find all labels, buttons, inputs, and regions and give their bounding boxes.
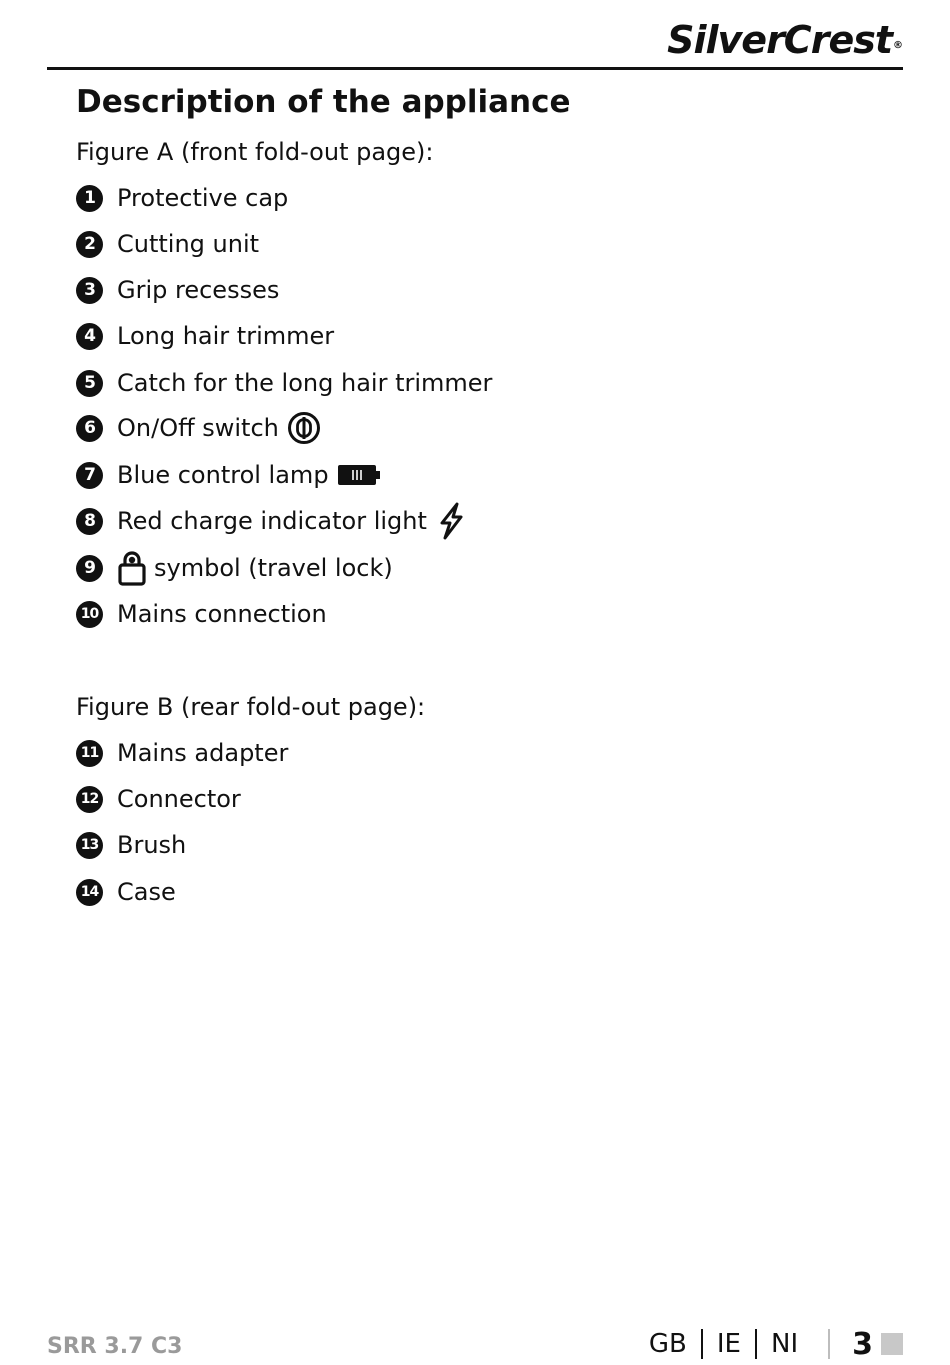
list-item bbox=[76, 273, 279, 307]
divider bbox=[701, 1329, 703, 1359]
list-item bbox=[76, 782, 241, 816]
item-label: Brush bbox=[117, 831, 187, 859]
list-item bbox=[76, 366, 492, 400]
item-number: 9 bbox=[76, 555, 103, 582]
figure-a-label: Figure A (front fold-out page): bbox=[76, 138, 434, 166]
item-number: 10 bbox=[76, 601, 103, 628]
item-label: Mains connection bbox=[117, 600, 327, 628]
power-icon bbox=[287, 411, 321, 445]
list-item bbox=[76, 458, 381, 492]
registered-mark: ® bbox=[893, 40, 902, 51]
list-item bbox=[76, 181, 288, 215]
page-number: 3 bbox=[852, 1326, 873, 1362]
list-item bbox=[76, 504, 467, 538]
item-number: 7 bbox=[76, 462, 103, 489]
item-number: 2 bbox=[76, 231, 103, 258]
brand-logo bbox=[667, 14, 902, 66]
divider bbox=[828, 1329, 830, 1359]
item-label: Protective cap bbox=[117, 184, 289, 212]
page-title: Description of the appliance bbox=[76, 84, 571, 120]
item-number: 3 bbox=[76, 277, 103, 304]
list-item bbox=[76, 551, 393, 585]
list-item bbox=[76, 828, 186, 862]
item-number: 1 bbox=[76, 185, 103, 212]
item-number: 12 bbox=[76, 786, 103, 813]
item-number: 6 bbox=[76, 415, 103, 442]
list-item bbox=[76, 875, 176, 909]
list-item bbox=[76, 736, 288, 770]
page-marker bbox=[881, 1333, 903, 1355]
country-code: IE bbox=[716, 1329, 741, 1359]
item-label: Blue control lamp bbox=[117, 461, 329, 489]
item-label: On/Off switch bbox=[117, 414, 279, 442]
battery-icon bbox=[337, 462, 381, 488]
item-label: Grip recesses bbox=[117, 276, 280, 304]
country-code: GB bbox=[648, 1329, 687, 1359]
list-item bbox=[76, 597, 327, 631]
model-number: SRR 3.7 C3 bbox=[47, 1334, 183, 1359]
item-label: Catch for the long hair trimmer bbox=[117, 369, 493, 397]
item-number: 8 bbox=[76, 508, 103, 535]
item-number: 14 bbox=[76, 879, 103, 906]
item-label: symbol (travel lock) bbox=[154, 554, 393, 582]
list-item bbox=[76, 227, 259, 261]
brand-name: SilverCrest bbox=[667, 18, 892, 62]
item-label: Mains adapter bbox=[117, 739, 289, 767]
item-label: Cutting unit bbox=[117, 230, 260, 258]
item-number: 11 bbox=[76, 740, 103, 767]
divider bbox=[755, 1329, 757, 1359]
item-number: 13 bbox=[76, 832, 103, 859]
footer-page-info bbox=[649, 1324, 903, 1364]
list-item bbox=[76, 411, 321, 445]
country-code: NI bbox=[771, 1329, 799, 1359]
lightning-icon bbox=[435, 502, 467, 540]
list-item bbox=[76, 319, 334, 353]
item-label: Long hair trimmer bbox=[117, 322, 335, 350]
item-label: Red charge indicator light bbox=[117, 507, 427, 535]
item-label: Connector bbox=[117, 785, 241, 813]
header-rule bbox=[47, 67, 903, 70]
item-number: 5 bbox=[76, 370, 103, 397]
lock-icon bbox=[117, 550, 147, 586]
item-label: Case bbox=[117, 878, 176, 906]
figure-b-label: Figure B (rear fold-out page): bbox=[76, 693, 426, 721]
item-number: 4 bbox=[76, 323, 103, 350]
